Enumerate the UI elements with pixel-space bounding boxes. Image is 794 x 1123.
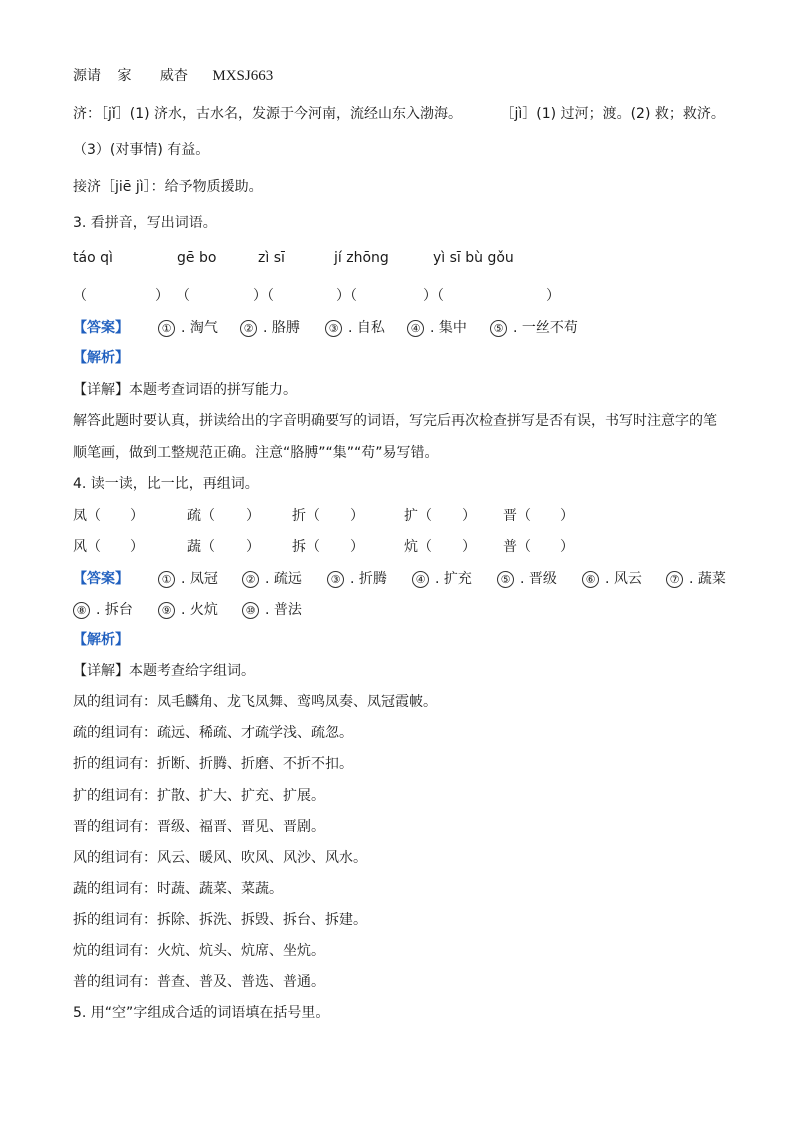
circle-number: ⑤ bbox=[497, 571, 514, 588]
q4-group-line: 炕的组词有：火炕、炕头、炕席、坐炕。 bbox=[73, 943, 325, 959]
circle-number: ⑩ bbox=[242, 602, 259, 619]
q3-answer-4 bbox=[407, 317, 467, 337]
circle-number: ④ bbox=[412, 571, 429, 588]
blank-bracket: ） bbox=[155, 288, 169, 304]
char-cell: 蔬（ bbox=[187, 539, 215, 555]
char-cell: 折（ bbox=[292, 508, 320, 524]
char-cell: ） bbox=[560, 508, 574, 524]
blank-bracket: ）（ bbox=[423, 288, 444, 304]
q4-answer-10 bbox=[242, 599, 302, 619]
circle-number: ③ bbox=[327, 571, 344, 588]
q4-group-line: 普的组词有：普查、普及、普选、普通。 bbox=[73, 974, 325, 990]
q3-answer-2 bbox=[240, 317, 300, 337]
circle-number: ② bbox=[240, 320, 257, 337]
explain-ji4: ［jì］(1) 过河；渡。(2) 救；救济。 bbox=[500, 106, 725, 122]
header-line bbox=[73, 66, 273, 86]
q3-body-1: 解答此题时要认真，拼读给出的字音明确要写的词语，写完后再次检查拼写是否有误，书写时注意字的笔 bbox=[73, 413, 717, 429]
answer-text: . 疏远 bbox=[265, 571, 302, 587]
char-cell: ） bbox=[130, 508, 144, 524]
blank-bracket: ） bbox=[546, 288, 560, 304]
q4-answer-9 bbox=[158, 599, 218, 619]
blank-bracket: （ bbox=[176, 288, 190, 304]
q4-answer-1 bbox=[158, 568, 218, 588]
explain-line-2: （3）(对事情) 有益。 bbox=[73, 142, 210, 158]
circle-number: ⑨ bbox=[158, 602, 175, 619]
pinyin-1: táo qì bbox=[73, 250, 113, 266]
answer-text: . 扩充 bbox=[435, 571, 472, 587]
q3-title: 3. 看拼音，写出词语。 bbox=[73, 215, 217, 231]
answer-text: . 火炕 bbox=[181, 602, 218, 618]
answer-text: . 普法 bbox=[265, 602, 302, 618]
q4-group-line: 凤的组词有：凤毛麟角、龙飞凤舞、鸾鸣凤奏、凤冠霞帔。 bbox=[73, 694, 437, 710]
answer-text: . 一丝不苟 bbox=[513, 320, 578, 336]
header-part-2: 家 bbox=[117, 68, 132, 84]
explain-ji3: 济：［jǐ］(1) 济水，古水名，发源于今河南，流经山东入渤海。 bbox=[73, 106, 463, 122]
q4-answer-7 bbox=[666, 568, 726, 588]
q4-group-line: 蔬的组词有：时蔬、蔬菜、菜蔬。 bbox=[73, 881, 283, 897]
char-cell: 炕（ bbox=[404, 539, 432, 555]
pinyin-4: jí zhōng bbox=[334, 250, 389, 266]
q3-body-2: 顺笔画，做到工整规范正确。注意“胳膊”“集”“苟”易写错。 bbox=[73, 445, 439, 461]
q3-answer-3 bbox=[325, 317, 385, 337]
q4-group-line: 扩的组词有：扩散、扩大、扩充、扩展。 bbox=[73, 788, 325, 804]
q4-answer-6 bbox=[582, 568, 642, 588]
answer-text: . 晋级 bbox=[520, 571, 557, 587]
pinyin-3: zì sī bbox=[258, 250, 285, 266]
blank-bracket: ）（ bbox=[253, 288, 274, 304]
char-cell: ） bbox=[246, 539, 260, 555]
circle-number: ① bbox=[158, 320, 175, 337]
char-cell: ） bbox=[462, 539, 476, 555]
answer-text: . 自私 bbox=[348, 320, 385, 336]
circle-number: ① bbox=[158, 571, 175, 588]
char-cell: 拆（ bbox=[292, 539, 320, 555]
pinyin-2: gē bo bbox=[177, 250, 217, 266]
char-cell: 疏（ bbox=[187, 508, 215, 524]
answer-text: . 集中 bbox=[430, 320, 467, 336]
q4-group-line: 晋的组词有：晋级、福晋、晋见、晋剧。 bbox=[73, 819, 325, 835]
q3-answer-1 bbox=[158, 317, 218, 337]
q4-answer-2 bbox=[242, 568, 302, 588]
q4-detail: 【详解】本题考查给字组词。 bbox=[73, 663, 255, 679]
blank-bracket: ）（ bbox=[336, 288, 357, 304]
q4-group-line: 疏的组词有：疏远、稀疏、才疏学浅、疏忽。 bbox=[73, 725, 353, 741]
char-cell: ） bbox=[462, 508, 476, 524]
circle-number: ⑧ bbox=[73, 602, 90, 619]
q4-answer-5 bbox=[497, 568, 557, 588]
q3-detail: 【详解】本题考查词语的拼写能力。 bbox=[73, 382, 297, 398]
q4-group-line: 拆的组词有：拆除、拆洗、拆毁、拆台、拆建。 bbox=[73, 912, 367, 928]
char-cell: 晋（ bbox=[503, 508, 531, 524]
char-cell: ） bbox=[350, 508, 364, 524]
char-cell: ） bbox=[350, 539, 364, 555]
header-part-4: MXSJ663 bbox=[212, 68, 274, 84]
q4-title: 4. 读一读，比一比，再组词。 bbox=[73, 476, 259, 492]
blank-bracket: （ bbox=[73, 288, 87, 304]
header-part-1: 源请 bbox=[73, 68, 101, 84]
q5-title: 5. 用“空”字组成合适的词语填在括号里。 bbox=[73, 1005, 330, 1021]
explain-line-3: 接济［jiē jì］：给予物质援助。 bbox=[73, 179, 263, 195]
q4-answer-3 bbox=[327, 568, 387, 588]
answer-text: . 淘气 bbox=[181, 320, 218, 336]
answer-text: . 拆台 bbox=[96, 602, 133, 618]
header-part-3: 威杳 bbox=[159, 68, 188, 84]
answer-text: . 蔬菜 bbox=[689, 571, 726, 587]
circle-number: ⑤ bbox=[490, 320, 507, 337]
answer-text: . 胳膊 bbox=[263, 320, 300, 336]
q4-analysis-tag: 【解析】 bbox=[73, 632, 129, 648]
q4-answer-8 bbox=[73, 599, 133, 619]
pinyin-5: yì sī bù gǒu bbox=[433, 250, 514, 266]
q3-analysis-tag: 【解析】 bbox=[73, 350, 129, 366]
explain-line-1 bbox=[73, 104, 725, 124]
char-cell: 普（ bbox=[503, 539, 531, 555]
char-cell: ） bbox=[246, 508, 260, 524]
circle-number: ④ bbox=[407, 320, 424, 337]
circle-number: ⑥ bbox=[582, 571, 599, 588]
q3-answer-tag: 【答案】 bbox=[73, 320, 129, 336]
circle-number: ② bbox=[242, 571, 259, 588]
circle-number: ⑦ bbox=[666, 571, 683, 588]
char-cell: 扩（ bbox=[404, 508, 432, 524]
circle-number: ③ bbox=[325, 320, 342, 337]
answer-text: . 风云 bbox=[605, 571, 642, 587]
char-cell: ） bbox=[560, 539, 574, 555]
q4-group-line: 折的组词有：折断、折腾、折磨、不折不扣。 bbox=[73, 756, 353, 772]
q4-answer-4 bbox=[412, 568, 472, 588]
answer-text: . 折腾 bbox=[350, 571, 387, 587]
q4-group-line: 风的组词有：风云、暖风、吹风、风沙、风水。 bbox=[73, 850, 367, 866]
q3-answer-5 bbox=[490, 317, 578, 337]
answer-text: . 凤冠 bbox=[181, 571, 218, 587]
char-cell: ） bbox=[130, 539, 144, 555]
char-cell: 凤（ bbox=[73, 508, 101, 524]
char-cell: 风（ bbox=[73, 539, 101, 555]
q4-answer-tag: 【答案】 bbox=[73, 571, 129, 587]
